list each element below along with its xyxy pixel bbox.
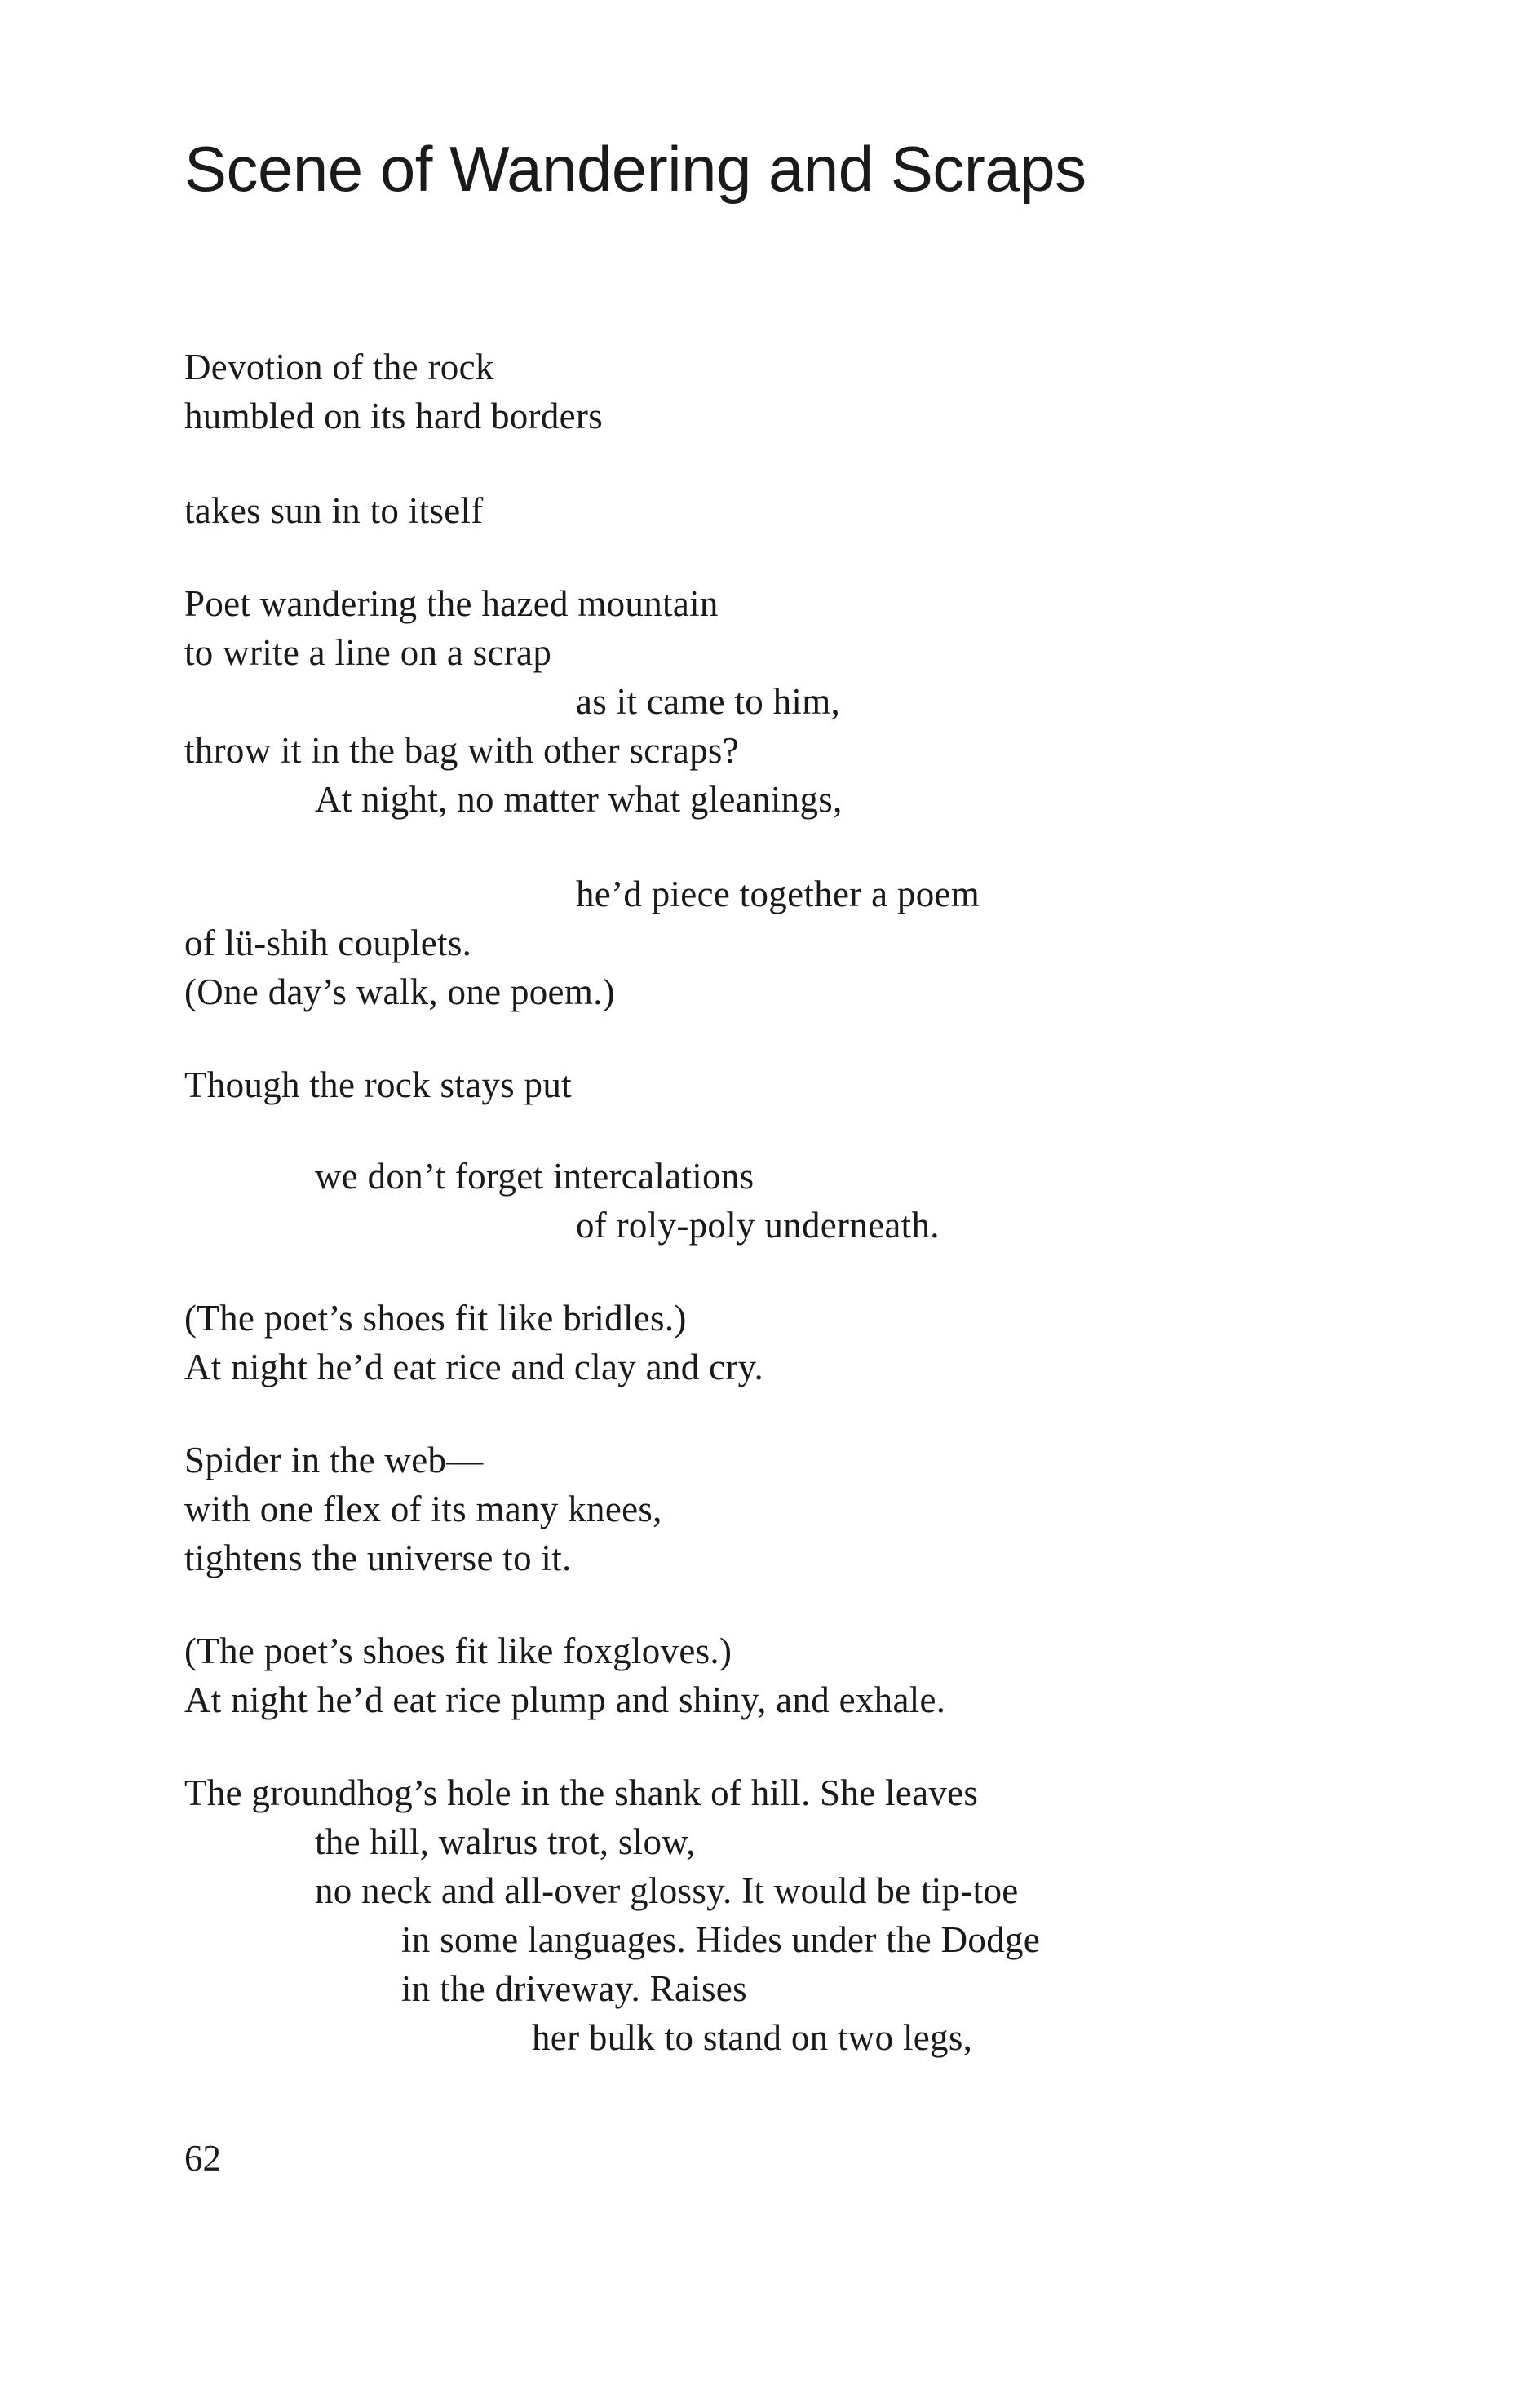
poem-line: to write a line on a scrap xyxy=(184,632,552,673)
poem-line: Poet wandering the hazed mountain xyxy=(184,583,719,624)
poem-line: (The poet’s shoes fit like foxgloves.) xyxy=(184,1631,732,1671)
poem-line: no neck and all-over glossy. It would be tip-toe xyxy=(315,1870,1019,1911)
poem-line: At night he’d eat rice and clay and cry. xyxy=(184,1347,764,1387)
poem-line: the hill, walrus trot, slow, xyxy=(315,1821,696,1862)
poem-line: he’d piece together a poem xyxy=(576,874,980,914)
poem-line: in the driveway. Raises xyxy=(401,1968,747,2009)
poem-line: her bulk to stand on two legs, xyxy=(532,2017,973,2058)
poem-line: Though the rock stays put xyxy=(184,1064,572,1105)
poem-title: Scene of Wandering and Scraps xyxy=(184,133,1086,205)
page-number: 62 xyxy=(184,2138,221,2179)
poem-line: of roly-poly underneath. xyxy=(576,1205,940,1246)
poem-line: takes sun in to itself xyxy=(184,490,484,531)
poem-line: in some languages. Hides under the Dodge xyxy=(401,1919,1041,1960)
poem-line: with one flex of its many knees, xyxy=(184,1489,662,1529)
poem-line: humbled on its hard borders xyxy=(184,396,604,436)
poem-line: (The poet’s shoes fit like bridles.) xyxy=(184,1298,687,1339)
poem-line: tightens the universe to it. xyxy=(184,1538,572,1578)
poem-line: of lü-shih couplets. xyxy=(184,923,472,963)
poem-line: Devotion of the rock xyxy=(184,347,494,387)
poem-line: (One day’s walk, one poem.) xyxy=(184,971,615,1012)
poem-line: Spider in the web— xyxy=(184,1440,484,1480)
poem-line: we don’t forget intercalations xyxy=(315,1156,755,1197)
poem-line: as it came to him, xyxy=(576,681,841,722)
poem-line: throw it in the bag with other scraps? xyxy=(184,730,739,771)
poem-line: The groundhog’s hole in the shank of hill. She leaves xyxy=(184,1772,979,1813)
poem-line: At night, no matter what gleanings, xyxy=(315,779,843,820)
poem-line: At night he’d eat rice plump and shiny, and exhale. xyxy=(184,1679,946,1720)
